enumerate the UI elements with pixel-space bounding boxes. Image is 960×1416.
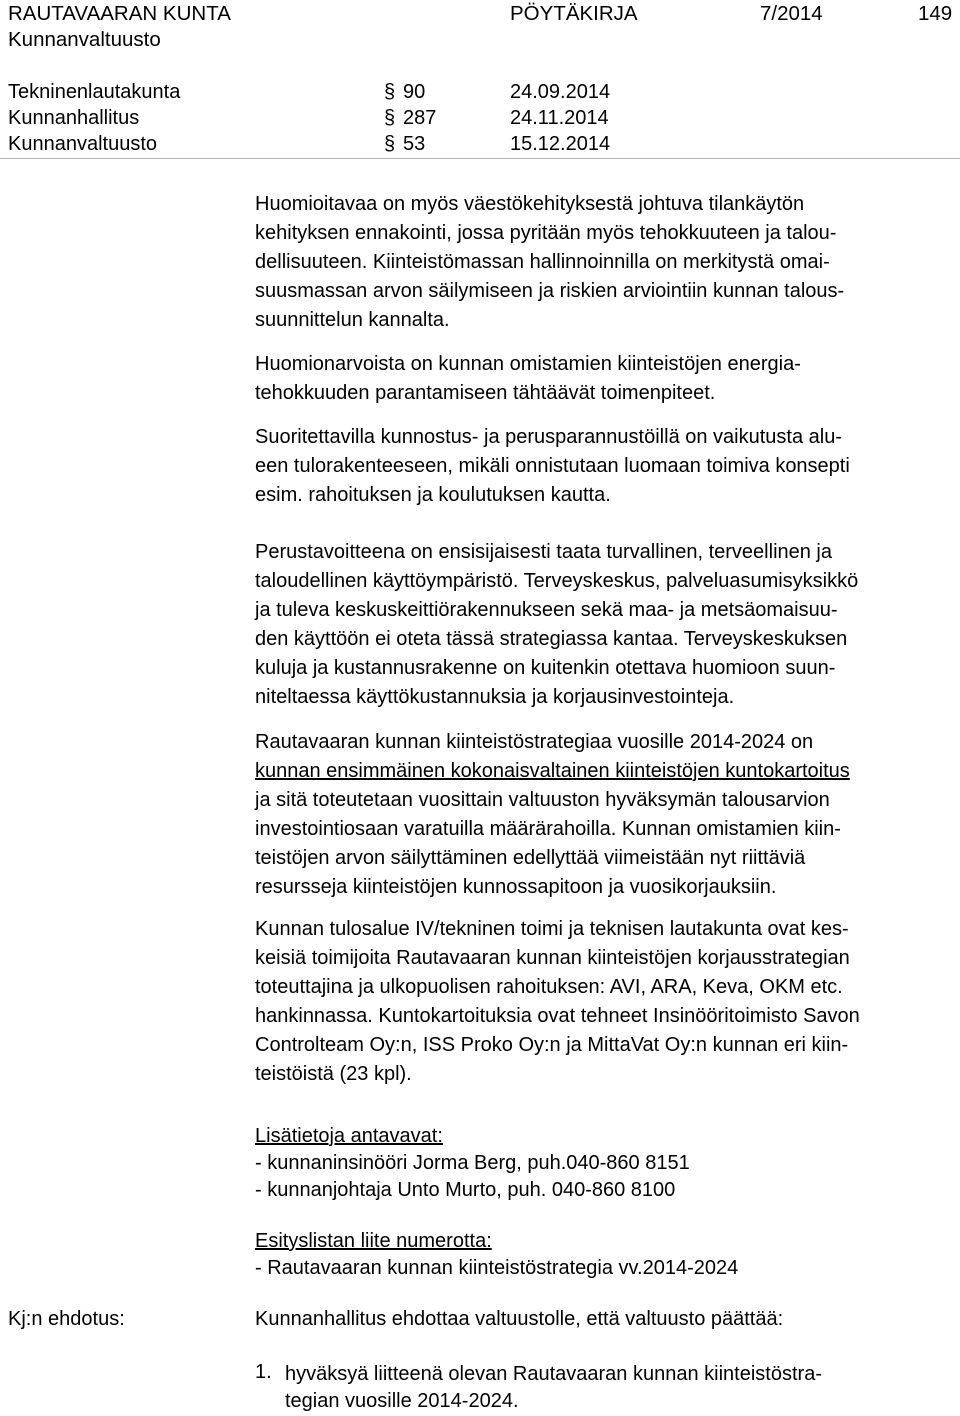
text-line: kehityksen ennakointi, jossa pyritään myös tehokkuuteen ja talou- [255,222,837,244]
document-type: PÖYTÄKIRJA [510,2,638,25]
text-line: taloudellinen käyttöympäristö. Terveyskeskus, palveluasumisyksikkö [255,570,859,592]
text-line: kuluja ja kustannusrakenne on kuitenkin otettava huomioon suun- [255,657,836,679]
organization-name: RAUTAVAARAN KUNTA [8,2,231,25]
document-number: 7/2014 [760,2,823,25]
paragraph [255,728,955,902]
reference-row [0,133,960,159]
contact-item: - kunnanjohtaja Unto Murto, puh. 040-860 8100 [255,1179,676,1201]
contacts-section [255,1123,955,1204]
text-line: resursseja kiinteistöjen kunnossapitoon ja vuosikorjauksiin. [255,876,777,898]
reference-organ: Kunnanvaltuusto [8,133,158,155]
proposal-intro: Kunnanhallitus ehdottaa valtuustolle, että valtuusto päättää: [255,1308,784,1330]
paragraph [255,350,955,408]
paragraph [255,915,955,1089]
page-number: 149 [918,2,953,25]
attachments-section [255,1228,955,1282]
reference-organ: Tekninenlautakunta [8,81,181,103]
contacts-heading: Lisätietoja antavavat: [255,1125,443,1147]
proposal-label: Kj:n ehdotus: [8,1308,125,1330]
section-symbol: § [384,107,396,129]
text-line: ja tuleva keskuskeittiörakennukseen sekä maa- ja metsäomaisuu- [255,599,838,621]
text-line: hankinnassa. Kuntokartoituksia ovat tehneet Insinööritoimisto Savon [255,1005,860,1027]
text-line: teistöjen arvon säilyttäminen edellyttää viimeistään nyt riittäviä [255,847,806,869]
text-line: niteltaessa käyttökustannuksia ja korjausinvestointeja. [255,686,735,708]
paragraph [255,423,955,510]
text-line: tegian vuosille 2014-2024. [285,1390,519,1412]
paragraph [255,538,955,712]
text-line: kunnan ensimmäinen kokonaisvaltainen kiinteistöjen kuntokartoitus [255,760,850,782]
attachment-item: - Rautavaaran kunnan kiinteistöstrategia vv.2014-2024 [255,1257,739,1279]
text-line: dellisuuteen. Kiinteistömassan hallinnoinnilla on merkitystä omai- [255,251,830,273]
reference-row [0,81,960,107]
paragraph [255,190,955,335]
body-name: Kunnanvaltuusto [8,28,161,51]
contact-item: - kunnaninsinööri Jorma Berg, puh.040-860 8151 [255,1152,690,1174]
text-line: Rautavaaran kunnan kiinteistöstrategiaa vuosille 2014-2024 on [255,731,814,753]
attachments-heading: Esityslistan liite numerotta: [255,1230,492,1252]
reference-organ: Kunnanhallitus [8,107,140,129]
reference-number: 90 [403,81,426,103]
section-symbol: § [384,81,396,103]
text-line: Huomioitavaa on myös väestökehityksestä johtuva tilankäytön [255,193,805,215]
reference-number: 287 [403,107,437,129]
text-line: Suoritettavilla kunnostus- ja perusparannustöillä on vaikutusta alu- [255,426,843,448]
text-line: keisiä toimijoita Rautavaaran kunnan kiinteistöjen korjausstrategian [255,947,850,969]
text-line: Kunnan tulosalue IV/tekninen toimi ja teknisen lautakunta ovat kes- [255,918,849,940]
reference-date: 15.12.2014 [510,133,611,155]
text-line: een tulorakenteeseen, mikäli onnistutaan luomaan toimiva konsepti [255,455,850,477]
proposal-item [285,1361,945,1415]
text-line: Controlteam Oy:n, ISS Proko Oy:n ja MittaVat Oy:n kunnan eri kiin- [255,1034,849,1056]
section-symbol: § [384,133,396,155]
text-line: tehokkuuden parantamiseen tähtäävät toimenpiteet. [255,382,716,404]
proposal-item-number: 1. [255,1361,272,1383]
text-line: investointiosaan varatuilla määrärahoilla. Kunnan omistamien kiin- [255,818,841,840]
text-line: ja sitä toteutetaan vuosittain valtuuston hyväksymän talousarvion [255,789,830,811]
text-line: suusmassan arvon säilymiseen ja riskien arviointiin kunnan talous- [255,280,845,302]
reference-number: 53 [403,133,426,155]
reference-date: 24.09.2014 [510,81,611,103]
text-line: toteuttajina ja ulkopuolisen rahoituksen: AVI, ARA, Keva, OKM etc. [255,976,843,998]
text-line: Huomionarvoista on kunnan omistamien kiinteistöjen energia- [255,353,801,375]
text-line: suunnittelun kannalta. [255,309,450,331]
header-divider [0,158,960,159]
reference-row [0,107,960,133]
text-line: esim. rahoituksen ja koulutuksen kautta. [255,484,611,506]
text-line: hyväksyä liitteenä olevan Rautavaaran kunnan kiinteistöstra- [285,1363,822,1385]
text-line: den käyttöön ei oteta tässä strategiassa kantaa. Terveyskeskuksen [255,628,848,650]
text-line: teistöistä (23 kpl). [255,1063,412,1085]
reference-date: 24.11.2014 [510,107,609,129]
text-line: Perustavoitteena on ensisijaisesti taata turvallinen, terveellinen ja [255,541,833,563]
